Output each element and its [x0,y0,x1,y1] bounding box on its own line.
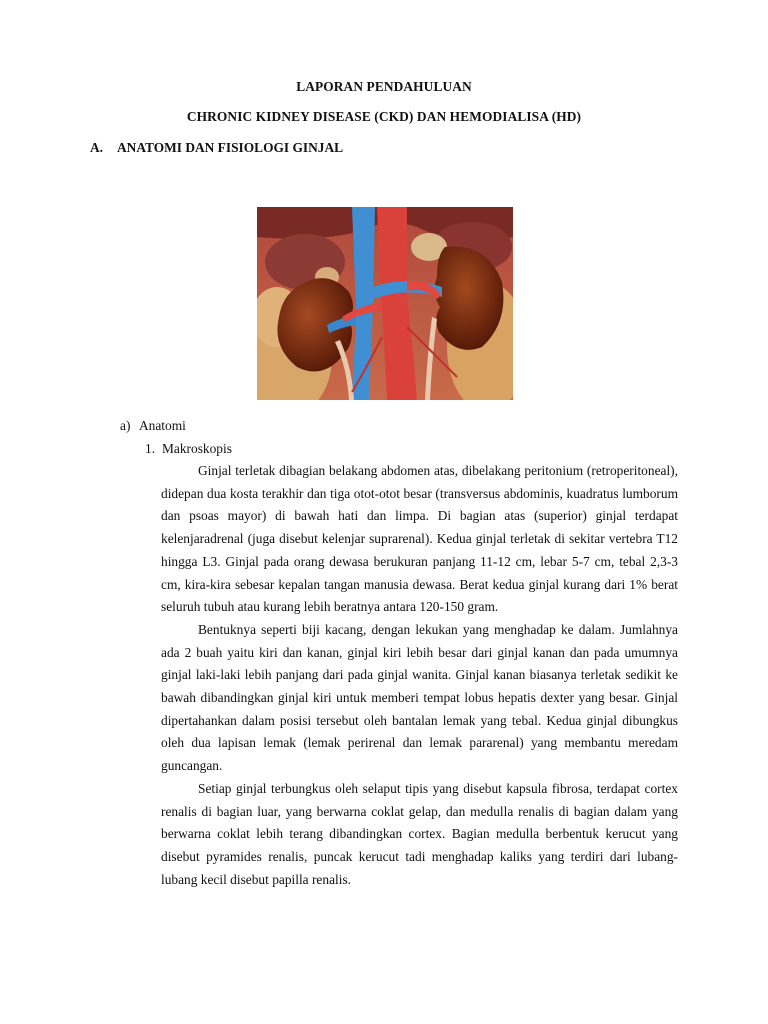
kidney-anatomy-illustration [257,207,513,400]
subsubsection-title: Makroskopis [162,441,232,456]
subsection-number: a) [120,418,131,433]
body-text [161,460,678,891]
section-heading [90,140,343,156]
document-title: LAPORAN PENDAHULUAN [296,79,472,94]
subsubsection-number: 1. [145,441,156,456]
paragraph: Ginjal terletak dibagian belakang abdomen atas, dibelakang peritonium (retroperitoneal), didepan dua kosta terakhir dan tiga otot-otot besar (transversus abdominis, kuadratus lumborum dan psoas mayor) di bawah hati dan limpa. Di bagian atas (superior) ginjal terdapat kelenjaradrenal (juga disebut kelenjar suprarenal). Kedua ginjal terletak di sekitar vertebra T12 hingga L3. Ginjal pada orang dewasa berukuran panjang 11-12 cm, lebar 5-7 cm, tebal 2,3-3 cm, kira-kira sebesar kepalan tangan manusia dewasa. Berat kedua ginjal kurang dari 1% berat seluruh tubuh atau kurang lebih beratnya antara 120-150 gram. [161,463,678,615]
subsection-title: Anatomi [139,418,186,433]
paragraph: Setiap ginjal terbungkus oleh selaput tipis yang disebut kapsula fibrosa, terdapat cortex renalis di bagian luar, yang berwarna coklat gelap, dan medulla renalis di bagian dalam yang berwarna coklat lebih terang dibandingkan cortex. Bagian medulla berbentuk kerucut yang disebut pyramides renalis, puncak kerucut tadi menghadap kaliks yang terdiri dari lubang-lubang kecil disebut papilla renalis. [161,780,678,887]
subsubsection-heading [145,441,232,457]
section-title: ANATOMI DAN FISIOLOGI GINJAL [117,140,344,155]
paragraph: Bentuknya seperti biji kacang, dengan lekukan yang menghadap ke dalam. Jumlahnya ada 2 buah yaitu kiri dan kanan, ginjal kiri lebih besar dari ginjal kanan dan pada umumnya ginjal laki-laki lebih panjang dari pada ginjal wanita. Ginjal kanan biasanya terletak sedikit ke bawah dibandingkan ginjal kiri untuk memberi tempat lobus hepatis dexter yang besar. Ginjal dipertahankan dalam posisi tersebut oleh bantalan lemak yang tebal. Kedua ginjal dibungkus oleh dua lapisan lemak (lemak perirenal dan lemak pararenal) yang membantu meredam guncangan. [161,621,678,774]
document-subtitle: CHRONIC KIDNEY DISEASE (CKD) DAN HEMODIALISA (HD) [186,109,582,124]
subsection-heading [120,418,186,434]
section-number: A. [90,140,104,155]
